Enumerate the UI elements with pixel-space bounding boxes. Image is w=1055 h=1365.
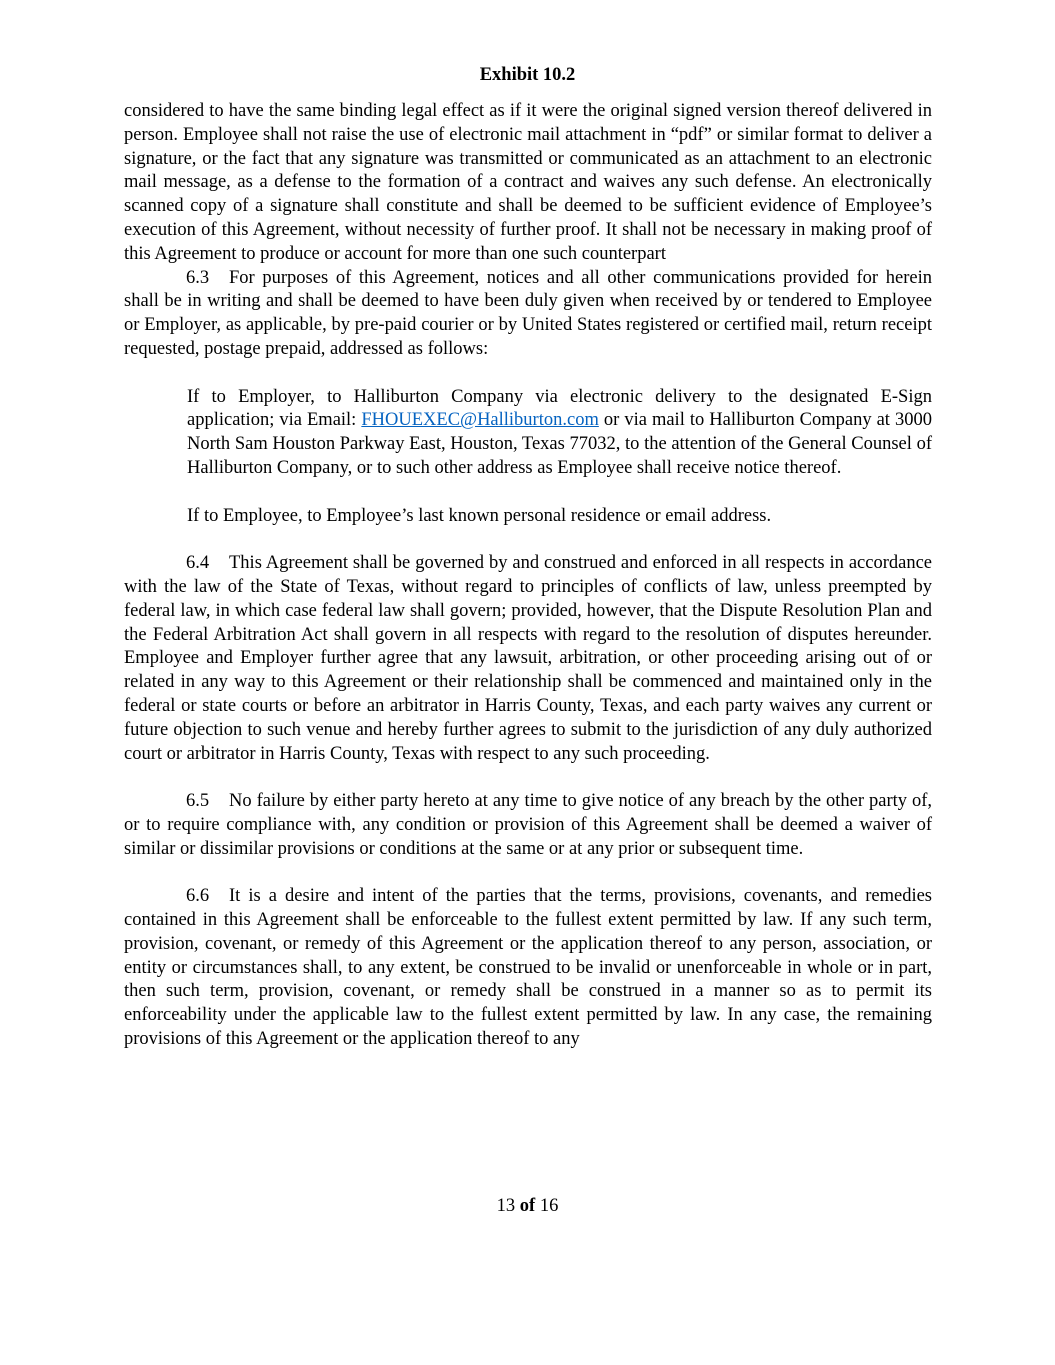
section-number: 6.6: [186, 886, 210, 907]
document-body: [124, 100, 932, 1052]
notice-employer-text-rest: or via mail to Halliburton Company at 3000 North Sam Houston Parkway East, Houston, Texas 77032, to the attention of the General Counsel of Halliburton Company, or to such other address as Employee shall receive notice thereof.: [187, 410, 932, 478]
section-text: No failure by either party hereto at any time to give notice of any breach by the other party of, or to require compliance with, any condition or provision of this Agreement shall be deemed a waiver of similar or dissimilar provisions or conditions at the same or at any prior or subsequent time.: [124, 791, 932, 859]
section-6-6: [124, 885, 932, 1052]
section-text: This Agreement shall be governed by and construed and enforced in all respects in accordance with the law of the State of Texas, without regard to principles of conflicts of law, unless preempted by federal law, in which case federal law shall govern; provided, however, that the Dispute Resolution Plan and the Federal Arbitration Act shall govern in all respects with regard to the resolution of disputes hereunder. Employee and Employer further agree that any lawsuit, arbitration, or other proceeding arising out of or related in any way to this Agreement or their relationship shall be commenced and maintained only in the federal or state courts or before an arbitrator in Harris County, Texas, and each party waives any current or future objection to such venue and hereby further agrees to submit to the jurisdiction of any duly authorized court or arbitrator in Harris County, Texas with respect to any such proceeding.: [124, 553, 932, 764]
notice-employer: [187, 386, 932, 481]
section-number: 6.5: [186, 791, 210, 812]
section-6-4: [124, 552, 932, 766]
section-number: 6.3: [186, 267, 210, 288]
continuation-paragraph: considered to have the same binding legal effect as if it were the original signed version thereof delivered in person. Employee shall not raise the use of electronic mail attachment in “pdf” or similar format to deliver a signature, or the fact that any signature was transmitted or communicated as an attachment to an electronic mail message, as a defense to the formation of a contract and waives any such defense. An electronically scanned copy of a signature shall constitute and shall be deemed to be sufficient evidence of Employee’s execution of this Agreement, without necessity of further proof. It shall not be necessary in making proof of this Agreement to produce or account for more than one such counterpart: [124, 101, 932, 264]
page-number: [0, 1194, 1055, 1218]
page-current: 13: [496, 1196, 516, 1216]
section-6-3: [124, 267, 932, 362]
notice-employee: If to Employee, to Employee’s last known personal residence or email address.: [187, 505, 772, 526]
section-6-5: [124, 790, 932, 861]
page-of-label: of: [519, 1196, 536, 1216]
exhibit-header: Exhibit 10.2: [479, 65, 576, 85]
email-link[interactable]: FHOUEXEC@Halliburton.com: [361, 410, 599, 431]
section-text: It is a desire and intent of the parties that the terms, provisions, covenants, and remedies contained in this Agreement shall be enforceable to the fullest extent permitted by law. If any such term, provision, covenant, or remedy of this Agreement or the application thereof to any person, association, or entity or circumstances shall, to any extent, be construed to be invalid or unenforceable in whole or in part, then such term, provision, covenant, or remedy shall be construed in a manner so as to permit its enforceability under the applicable law to the fullest extent permitted by law. In any case, the remaining provisions of this Agreement or the application thereof to any: [124, 886, 932, 1050]
notice-employer-text: If to Employer, to Halliburton Company via electronic delivery to the designated E-Sign application; via Email:: [187, 386, 932, 431]
page-total: 16: [539, 1196, 559, 1216]
section-text: For purposes of this Agreement, notices and all other communications provided for herein shall be in writing and shall be deemed to have been duly given when received by or tendered to Employee or Employer, as applicable, by pre-paid courier or by United States registered or certified mail, return receipt requested, postage prepaid, addressed as follows:: [124, 267, 932, 359]
section-number: 6.4: [186, 553, 210, 574]
